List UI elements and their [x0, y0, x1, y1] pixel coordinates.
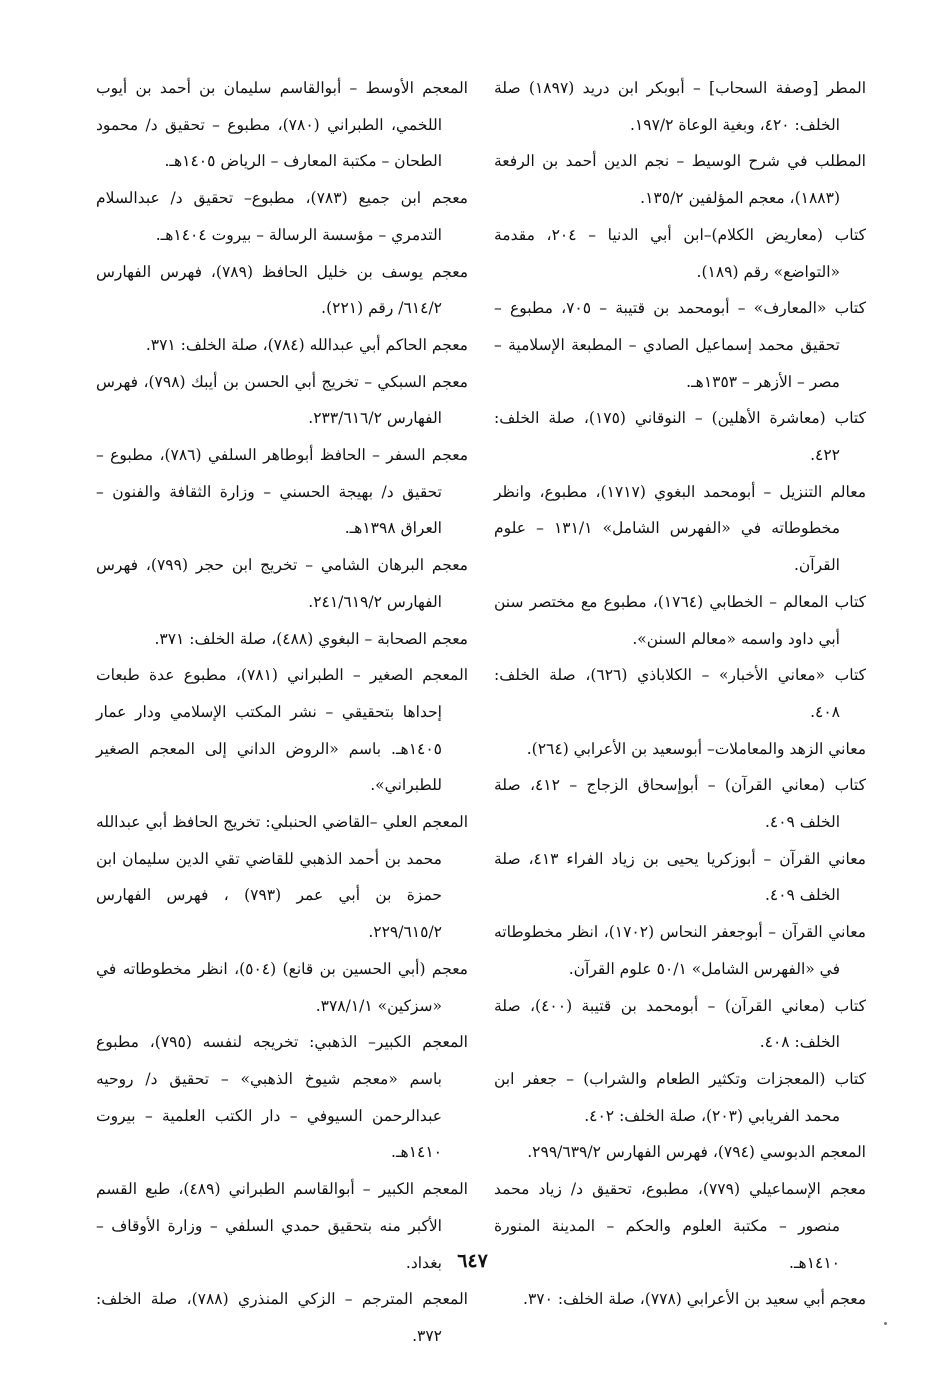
index-entry: معاني القرآن – أبوجعفر النحاس (١٧٠٢)، انظر مخطوطاته في «الفهرس الشامل» ٥٠/١ علوم القرآن. — [494, 923, 866, 978]
index-entry: معاني القرآن – أبوزكريا يحيى بن زياد الفراء ٤١٣، صلة الخلف ٤٠٩. — [494, 849, 866, 905]
index-entry: معجم الإسماعيلي (٧٧٩)، مطبوع، تحقيق د/ زياد محمد منصور – مكتبة العلوم والحكم – المدينة المنورة ١٤١٠هـ. — [494, 1180, 867, 1272]
index-entry: معالم التنزيل – أبومحمد البغوي (١٧١٧)، مطبوع، وانظر مخطوطاته في «الفهرس الشامل» ١٣١/١ – علوم القرآن. — [494, 482, 866, 575]
index-entry: معجم السفر – الحافظ أبوطاهر السلفي (٧٨٦)، مطبوع – تحقيق د/ بهيجة الحسني – وزارة الثقافة والفنون – العراق ١٣٩٨هـ. — [96, 446, 469, 538]
index-entry: كتاب (المعجزات وتكثير الطعام والشراب) – جعفر ابن محمد الفريابي (٢٠٣)، صلة الخلف: ٤٠٢. — [494, 1069, 866, 1125]
index-entry: كتاب «المعارف» – أبومحمد بن قتيبة – ٧٠٥، مطبوع – تحقيق محمد إسماعيل الصادي – المطبعة الإسلامية – مصر – الأزهر – ١٣٥٣هـ. — [494, 299, 866, 391]
index-entry: كتاب المعالم – الخطابي (١٧٦٤)، مطبوع مع مختصر سنن أبي داود واسمه «معالم السنن». — [494, 592, 867, 648]
index-entry: المطلب في شرح الوسيط – نجم الدين أحمد بن الرفعة (١٨٨٣)، معجم المؤلفين ١٣٥/٢. — [494, 152, 866, 208]
index-entry: معجم السبكي – تخريج أبي الحسن بن أيبك (٧٩٨)، فهرس الفهارس ٢٣٣/٦١٦/٢. — [96, 372, 468, 428]
index-entry: المعجم الصغير – الطبراني (٧٨١)، مطبوع عدة طبعات إحداها بتحقيقي – نشر المكتب الإسلامي ودار عمار ١٤٠٥هـ. باسم «الروض الداني إلى المعجم الصغير للطبراني». — [96, 666, 469, 795]
index-entry: معجم (أبي الحسين بن قانع) (٥٠٤)، انظر مخطوطاته في «سزكين» ٣٧٨/١/١. — [96, 959, 468, 1015]
index-entry: كتاب (معاني القرآن) – أبومحمد بن قتيبة (٤٠٠)، صلة الخلف: ٤٠٨. — [494, 996, 866, 1052]
index-entry: معاني الزهد والمعاملات– أبوسعيد بن الأعرابي (٢٦٤). — [526, 739, 866, 758]
index-entry: معجم أبي سعيد بن الأعرابي (٧٧٨)، صلة الخلف: ٣٧٠. — [523, 1290, 866, 1309]
index-entry: المعجم الدبوسي (٧٩٤)، فهرس الفهارس ٢٩٩/٦٣٩/٢. — [527, 1143, 866, 1162]
index-entry: معجم الصحابة – البغوي (٤٨٨)، صلة الخلف: ٣٧١. — [154, 629, 468, 648]
index-entry: المطر [وصفة السحاب] – أبوبكر ابن دريد (١٨٩٧) صلة الخلف: ٤٢٠، وبغية الوعاة ١٩٧/٢. — [494, 79, 867, 134]
index-entry: المعجم الأوسط – أبوالقاسم سليمان بن أحمد بن أيوب اللخمي، الطبراني (٧٨٠)، مطبوع – تحقيق د/ محمود الطحان – مكتبة المعارف – الرياض ١٤٠٥هـ. — [96, 79, 468, 171]
scan-speck — [884, 1322, 887, 1325]
index-entry: معجم ابن جميع (٧٨٣)، مطبوع– تحقيق د/ عبدالسلام التدمري – مؤسسة الرسالة – بيروت ١٤٠٤هـ. — [96, 189, 468, 244]
right-column — [494, 70, 866, 1318]
index-entry: معجم يوسف بن خليل الحافظ (٧٨٩)، فهرس الفهارس ٦١٤/٢/ رقم (٢٢١). — [96, 262, 468, 318]
index-entry: المعجم الكبير – أبوالقاسم الطبراني (٤٨٩)، طبع القسم الأكبر منه بتحقيق حمدي السلفي – وزارة الأوقاف – بغداد. — [96, 1180, 468, 1272]
index-entry: المعجم المترجم – الزكي المنذري (٧٨٨)، صلة الخلف: ٣٧٢. — [96, 1290, 468, 1345]
index-entry: كتاب (معاشرة الأهلين) – النوقاني (١٧٥)، صلة الخلف: ٤٢٢. — [494, 409, 866, 465]
page-number: ٦٤٧ — [457, 1250, 488, 1272]
index-entry: كتاب «معاني الأخبار» – الكلاباذي (٦٢٦)، صلة الخلف: ٤٠٨. — [494, 666, 866, 721]
index-entry: معجم البرهان الشامي – تخريج ابن حجر (٧٩٩)، فهرس الفهارس ٢٤١/٦١٩/٢. — [96, 556, 468, 611]
index-entry: كتاب (معاني القرآن) – أبوإسحاق الزجاج – ٤١٢، صلة الخلف ٤٠٩. — [494, 776, 866, 832]
index-entry: كتاب (معاريض الكلام)–ابن أبي الدنيا – ٢٠٤، مقدمة «التواضع» رقم (١٨٩). — [494, 225, 867, 281]
index-entry: المعجم الكبير– الذهبي: تخريجه لنفسه (٧٩٥)، مطبوع باسم «معجم شيوخ الذهبي» – تحقيق د/ روحيه عبدالرحمن السيوفي – دار الكتب العلمية – بيروت ١٤١٠هـ. — [96, 1033, 468, 1162]
left-column — [96, 70, 468, 1355]
index-entry: المعجم العلي –القاضي الحنبلي: تخريج الحافظ أبي عبدالله محمد بن أحمد الذهبي للقاضي تقي الدين سليمان ابن حمزة بن أبي عمر (٧٩٣) ، فهرس الفهارس ٢٢٩/٦١٥/٢. — [96, 813, 468, 942]
index-entry: معجم الحاكم أبي عبدالله (٧٨٤)، صلة الخلف: ٣٧١. — [145, 335, 468, 354]
